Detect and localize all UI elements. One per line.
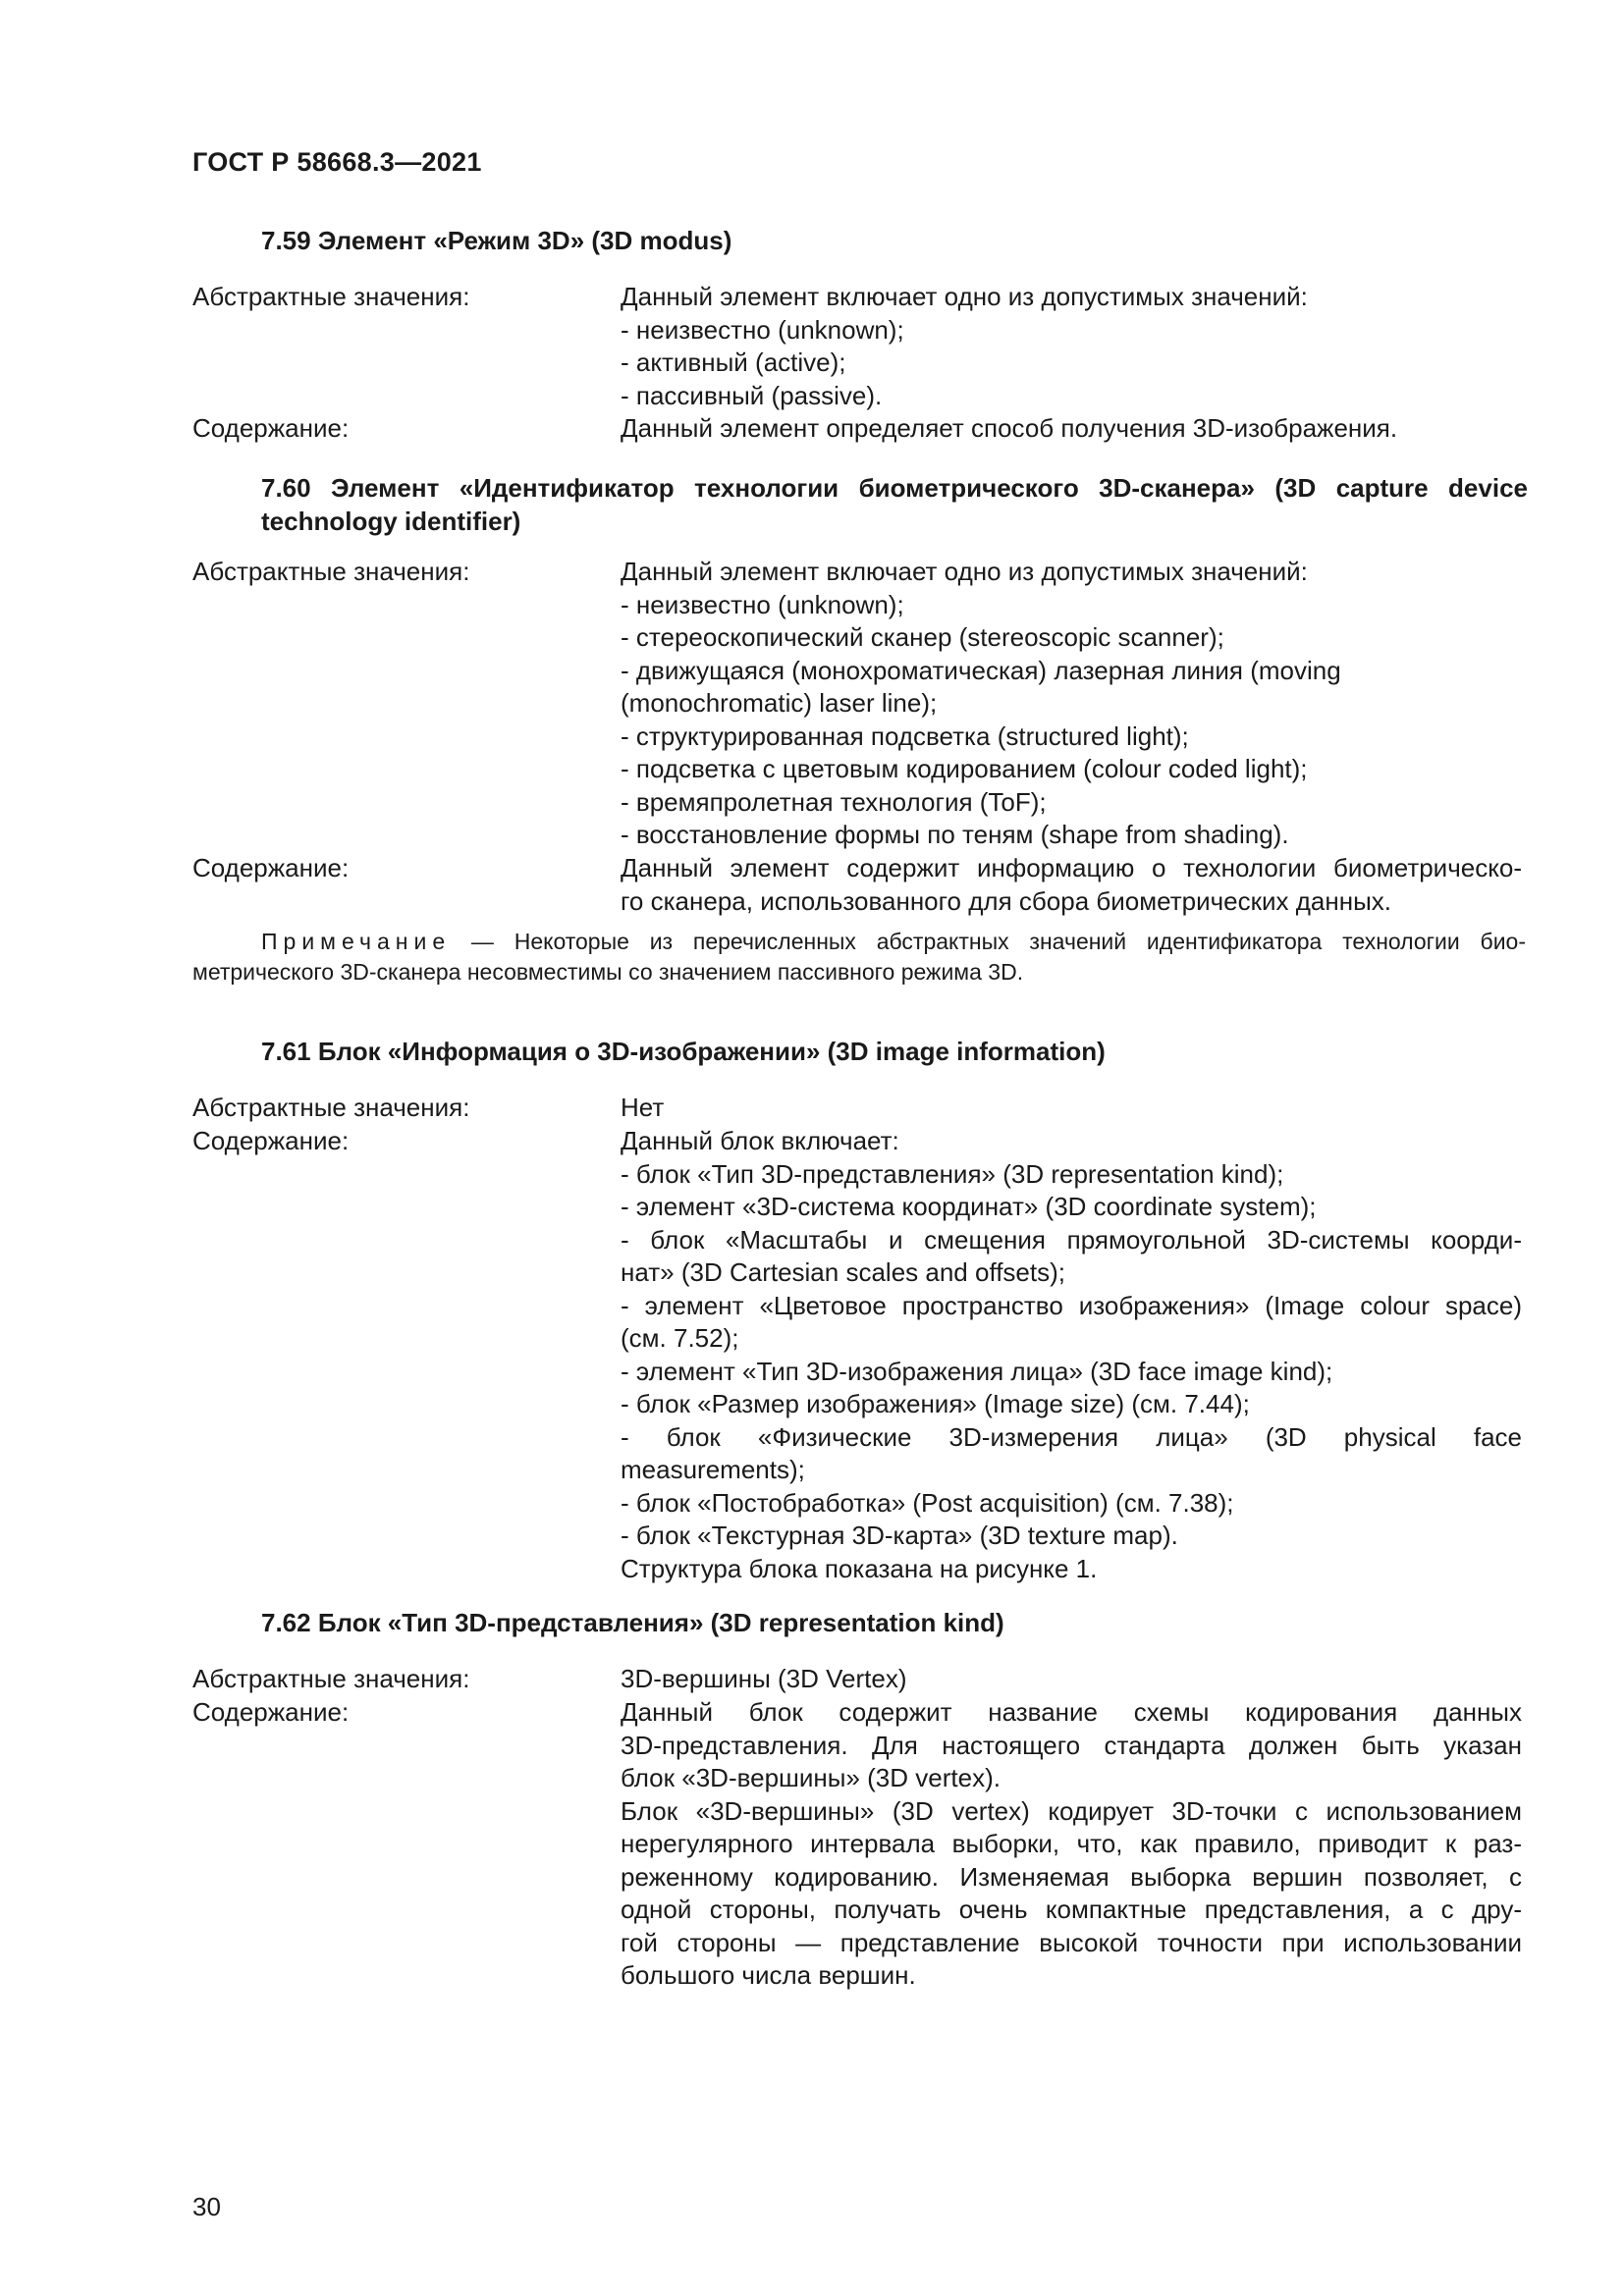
abstract-values	[621, 556, 1522, 852]
title-line: technology identifier)	[261, 507, 521, 536]
text-line: - неизвестно (unknown);	[621, 589, 904, 619]
page-number: 30	[192, 2192, 221, 2221]
text-line: (monochromatic) laser line);	[621, 688, 938, 718]
text-line: Данный элемент включает одно из допустимых значений:	[621, 557, 1308, 586]
text-line: Блок «3D-вершины» (3D vertex) кодирует 3D-точки с использованием	[621, 1795, 1522, 1826]
section-7-60-title	[261, 471, 1528, 538]
note-text: — Некоторые из перечисленных абстрактных значений идентификатора технологии био-	[451, 929, 1526, 954]
note-line	[192, 927, 1526, 957]
text-line: Нет	[621, 1093, 665, 1122]
text-line: - движущаяся (монохроматическая) лазерная линия (moving	[621, 655, 1341, 685]
section-7-60-note	[192, 927, 1526, 988]
text-line: гой стороны — представление высокой точности при использовании	[621, 1927, 1522, 1957]
text-line: - структурированная подсветка (structured light);	[621, 721, 1189, 751]
text-line: Данный элемент определяет способ получения 3D-изображения.	[621, 413, 1398, 443]
text-line: - элемент «Тип 3D-изображения лица» (3D face image kind);	[621, 1356, 1333, 1386]
text-line: - подсветка с цветовым кодированием (colour coded light);	[621, 754, 1308, 783]
text-line: большого числа вершин.	[621, 1960, 916, 1990]
text-line: Структура блока показана на рисунке 1.	[621, 1553, 1098, 1583]
content-values	[621, 412, 1522, 446]
abstract-label: Абстрактные значения:	[192, 1093, 470, 1122]
text-line: - блок «Масштабы и смещения прямоугольной 3D-системы коорди-	[621, 1224, 1522, 1255]
text-line: блок «3D-вершины» (3D vertex).	[621, 1763, 1001, 1792]
text-line: - блок «Тип 3D-представления» (3D representation kind);	[621, 1158, 1284, 1189]
text-line: нат» (3D Cartesian scales and offsets);	[621, 1257, 1065, 1287]
title-line: 7.60 Элемент «Идентификатор технологии биометрического 3D-сканера» (3D capture device	[261, 473, 1528, 503]
section-7-59-title: 7.59 Элемент «Режим 3D» (3D modus)	[261, 226, 732, 255]
abstract-values	[621, 281, 1522, 412]
text-line: одной стороны, получать очень компактные представления, а с дру-	[621, 1895, 1522, 1924]
text-line: 3D-вершины (3D Vertex)	[621, 1664, 907, 1693]
text-line: реженному кодированию. Изменяемая выборка вершин позволяет, с	[621, 1861, 1522, 1892]
content-label: Содержание:	[192, 1126, 350, 1155]
text-line: measurements);	[621, 1455, 805, 1484]
text-line: - элемент «Цветовое пространство изображения» (Image colour space)	[621, 1290, 1522, 1320]
abstract-values	[621, 1092, 1522, 1125]
note-line: метрического 3D-сканера несовместимы со значением пассивного режима 3D.	[192, 959, 1024, 985]
text-line: (см. 7.52);	[621, 1323, 739, 1353]
section-7-61-title: 7.61 Блок «Информация о 3D-изображении» (3D image information)	[261, 1037, 1106, 1066]
document-header-code: ГОСТ Р 58668.3—2021	[192, 147, 482, 177]
content-label: Содержание:	[192, 413, 350, 443]
text-line: - времяпролетная технология (ToF);	[621, 786, 1047, 817]
text-line: - пассивный (passive).	[621, 380, 883, 410]
text-line: - блок «Физические 3D-измерения лица» (3D physical face	[621, 1421, 1522, 1452]
abstract-label: Абстрактные значения:	[192, 557, 470, 586]
content-values	[621, 852, 1522, 918]
text-line: - блок «Постобработка» (Post acquisition) (см. 7.38);	[621, 1487, 1234, 1518]
text-line: Данный элемент содержит информацию о технологии биометрическо-	[621, 853, 1522, 882]
section-7-62-title: 7.62 Блок «Тип 3D-представления» (3D representation kind)	[261, 1608, 1004, 1637]
content-values	[621, 1696, 1522, 1993]
text-line: - блок «Размер изображения» (Image size) (см. 7.44);	[621, 1389, 1250, 1418]
content-label: Содержание:	[192, 853, 350, 882]
note-label: Примечание	[261, 929, 452, 954]
text-line: - элемент «3D-система координат» (3D coordinate system);	[621, 1192, 1317, 1221]
text-line: - стереоскопический сканер (stereoscopic scanner);	[621, 622, 1224, 652]
text-line: - неизвестно (unknown);	[621, 314, 904, 345]
text-line: нерегулярного интервала выборки, что, как правило, приводит к раз-	[621, 1829, 1522, 1858]
abstract-values	[621, 1663, 1522, 1696]
text-line: 3D-представления. Для настоящего стандарта должен быть указан	[621, 1730, 1522, 1760]
text-line: Данный блок включает:	[621, 1126, 899, 1155]
content-label: Содержание:	[192, 1697, 350, 1727]
abstract-label: Абстрактные значения:	[192, 1664, 470, 1693]
text-line: - восстановление формы по теням (shape from shading).	[621, 820, 1289, 849]
text-line: - блок «Текстурная 3D-карта» (3D texture map).	[621, 1521, 1178, 1550]
content-values	[621, 1125, 1522, 1585]
text-line: - активный (active);	[621, 347, 846, 377]
text-line: Данный блок содержит название схемы кодирования данных	[621, 1697, 1522, 1727]
text-line: Данный элемент включает одно из допустимых значений:	[621, 282, 1308, 311]
abstract-label: Абстрактные значения:	[192, 282, 470, 311]
text-line: го сканера, использованного для сбора биометрических данных.	[621, 885, 1392, 916]
